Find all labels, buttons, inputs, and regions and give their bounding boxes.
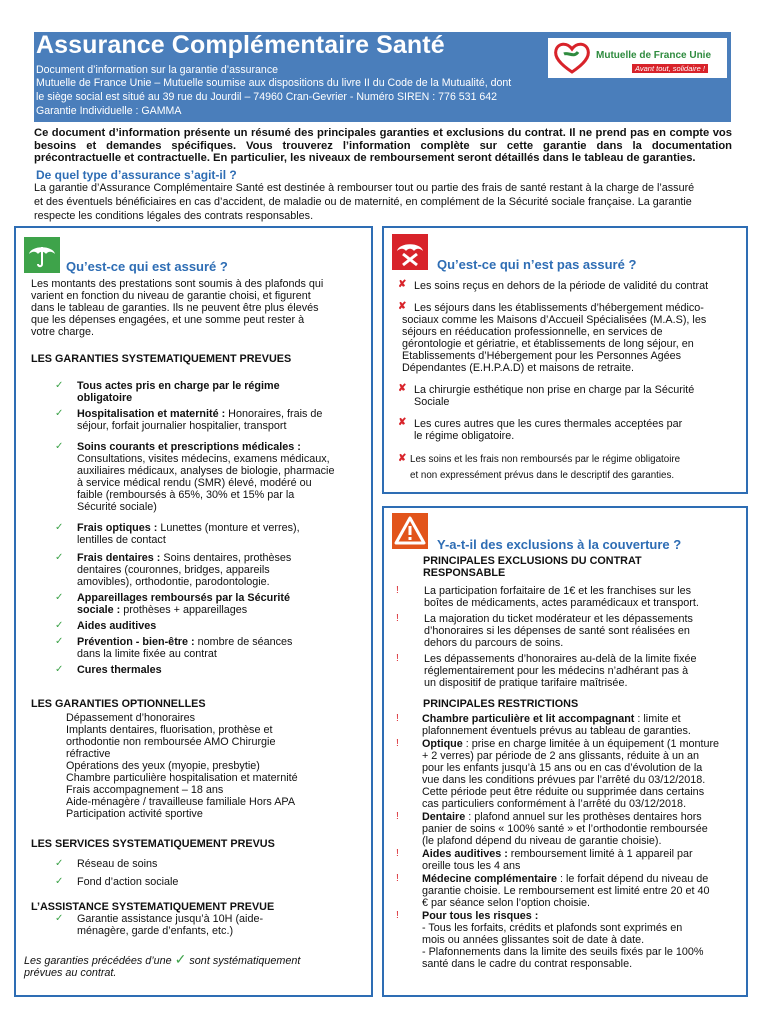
check-icon: ✓ [55,664,64,675]
check-icon: ✓ [55,876,64,887]
item-line: Les dépassements d’honoraires au-delà de la limite fixée [424,653,697,665]
check-icon: ✓ [55,380,64,391]
list-item [398,418,743,442]
logo-name: Mutuelle de France Unie [596,50,712,61]
list-item: Implants dentaires, fluorisation, prothèse et [66,724,273,736]
item-line: gérontologie et gériatrie, et établissements de long séjour, en [402,338,694,350]
item-line: boîtes de médicaments, actes paramédicaux et transport. [424,597,699,609]
systematic-list [55,380,355,676]
text-line: La garantie d’Assurance Complémentaire Santé est destinée à rembourser tout ou partie des frais de santé restant à la charge de l’assuré [34,182,695,194]
item-text: remboursement limité à 1 appareil par [507,848,693,860]
assistance-list [55,913,345,937]
exclamation-icon: ! [396,910,399,921]
check-icon: ✓ [55,913,64,924]
item-text: Lunettes (monture et verres), [157,522,300,534]
header-line: Garantie Individuelle : GAMMA [36,105,182,117]
list-item [396,613,741,649]
item-line: pour les enfants jusqu’à 15 ans ou en cas d’évolution de la [422,762,703,774]
list-item [55,408,355,432]
item-line: - Tous les forfaits, crédits et plafonds sont exprimés en [422,922,683,934]
item-text: Honoraires, frais de [225,408,323,420]
item-text: Fond d’action sociale [77,876,179,888]
item-line: séjour, forfait journalier hospitalier, transport [77,420,287,432]
exclamation-icon: ! [396,811,399,822]
item-line: d’honoraires si les dépenses de santé sont réalisées en [424,625,690,637]
restrictions-heading: PRINCIPALES RESTRICTIONS [423,698,579,710]
item-bold: Médecine complémentaire [422,873,558,885]
header-line: le siège social est situé au 39 rue du Jourdil – 74960 Cran-Gevrier - Numéro SIREN : 776 531 642 [36,91,498,103]
item-line: dans la limite fixée au contrat [77,648,217,660]
exclamation-icon: ! [396,713,399,724]
check-icon: ✓ [55,636,64,647]
item-bold: Soins courants et prescriptions médicales : [77,441,301,453]
systematic-heading: LES GARANTIES SYSTEMATIQUEMENT PREVUES [31,353,292,365]
item-line: sociale : [77,604,121,616]
text-line: varient en fonction du niveau de garantie choisi, et figurent [31,290,311,302]
exclusions-list [396,585,741,689]
item-line: le régime obligatoire. [414,430,515,442]
exclamation-icon: ! [396,585,399,596]
list-item: Participation activité sportive [66,808,203,820]
services-heading: LES SERVICES SYSTEMATIQUEMENT PREVUS [31,838,275,850]
item-line: santé dans le cadre du contrat responsable. [422,958,633,970]
cross-icon: ✘ [398,301,407,312]
list-item [55,620,355,632]
item-bold: Chambre particulière et lit accompagnant [422,713,635,725]
item-line: lentilles de contact [77,534,166,546]
item-line: Sécurité sociale) [77,501,157,513]
cross-icon: ✘ [398,453,407,464]
list-item [396,653,741,689]
item-text: nombre de séances [194,636,293,648]
item-line: un dispositif de pratique tarifaire maîtrisée. [424,677,628,689]
list-item [396,910,741,970]
item-line: oreille tous les 4 ans [422,860,521,872]
checkmark-footnote [24,953,354,979]
list-item [55,664,355,676]
text-line: votre charge. [31,326,95,338]
item-line: plafonnement éventuels prévus au tableau de garanties. [422,725,691,737]
insurance-type-text [34,181,734,223]
footnote-text: prévues au contrat. [24,967,117,979]
item-bold: Frais dentaires : [77,552,161,564]
cross-icon: ✘ [398,383,407,394]
heading-line: PRINCIPALES EXCLUSIONS DU CONTRAT [423,555,642,567]
umbrella-icon [24,237,60,273]
item-bold: Frais optiques : [77,522,158,534]
not-covered-list [398,280,743,484]
principal-exclusions-heading [423,555,642,579]
list-item: Chambre particulière hospitalisation et maternité [66,772,298,784]
page-title: Assurance Complémentaire Santé [36,31,445,59]
item-line: mois ou années glissantes soit de date à date. [422,934,645,946]
exclamation-icon: ! [396,738,399,749]
item-bold: Aides auditives : [422,848,508,860]
exclamation-icon: ! [396,873,399,884]
item-line: et non expressément prévus dans le descriptif des garanties. [410,470,675,481]
item-line: réglementairement pour les médecins n’adhérant pas à [424,665,689,677]
item-line: Cette période peut être réduite ou supprimée dans certains [422,786,705,798]
list-item: Opérations des yeux (myopie, presbytie) [66,760,260,772]
item-line: Les soins reçus en dehors de la période de validité du contrat [414,280,709,292]
item-line: Sociale [414,396,450,408]
list-item [396,738,741,810]
item-line: La chirurgie esthétique non prise en charge par la Sécurité [414,384,695,396]
list-item [55,592,355,616]
check-icon: ✓ [55,858,64,869]
heading-line: RESPONSABLE [423,567,506,579]
item-bold: Hospitalisation et maternité : [77,408,226,420]
item-line: Les cures autres que les cures thermales acceptées par [414,418,683,430]
item-line: panier de soins « 100% santé » et l’orthodontie remboursée [422,823,708,835]
text-line: que les dépenses engagées, et une somme peut rester à [31,314,305,326]
item-text: : plafond annuel sur les prothèses dentaires hors [465,811,702,823]
text-line: respecte les conditions légales des contrats responsables. [34,210,314,222]
list-item [55,913,345,937]
list-item: réfractive [66,748,111,760]
list-item [55,380,355,404]
item-text: : le forfait dépend du niveau de [557,873,709,885]
header-line: Document d’information sur la garantie d’assurance [36,64,279,76]
item-line: La participation forfaitaire de 1€ et les franchises sur les [424,585,692,597]
heart-logo-icon [552,40,592,76]
list-item: Aide-ménagère / travailleuse familiale Hors APA [66,796,296,808]
check-icon: ✓ [55,592,64,603]
covered-title: Qu’est-ce qui est assuré ? [66,259,228,274]
list-item [55,858,345,870]
list-item [55,636,355,660]
list-item [396,585,741,609]
assistance-heading: L’ASSISTANCE SYSTEMATIQUEMENT PREVUE [31,901,275,913]
list-item [55,522,355,546]
footnote-text: sont systématiquement [189,955,301,967]
item-line: (le plafond dépend du niveau de garantie choisie). [422,835,662,847]
item-line: ménagère, garde d’enfants, etc.) [77,925,234,937]
intro-text: Ce document d’information présente un résumé des principales garanties et exclusions du contrat. Il ne prend pas en compte vos besoins et demandes spécifiques. Vous trouverez l’information complète sur cette garantie dans la documentation précontractuelle et contractuelle. En particulier, les niveaux de remboursement seront détaillés dans le tableau de garanties. [34,127,732,164]
list-item [396,848,741,872]
optional-heading: LES GARANTIES OPTIONNELLES [31,698,206,710]
list-item [398,302,743,374]
restrictions-list [396,713,741,970]
item-bold: Dentaire [422,811,466,823]
item-text: Soins dentaires, prothèses [160,552,292,564]
list-item [396,811,741,847]
not-covered-title: Qu’est-ce qui n’est pas assuré ? [437,257,637,272]
item-line: - Plafonnements dans la limite des seuils fixés par le 100% [422,946,704,958]
check-icon: ✓ [55,408,64,419]
header-line: Mutuelle de France Unie – Mutuelle soumise aux dispositions du livre II du Code de la Mutualité, dont [36,77,512,89]
text-line: et des éventuels bénéficiaires en cas d’accident, de maladie ou de maternité, en complément de la Sécurité sociale française. La garantie [34,196,692,208]
check-icon: ✓ [55,620,64,631]
list-item [396,873,741,909]
list-item: orthodontie non remboursée AMO Chirurgie [66,736,276,748]
item-line: Les séjours dans les établissements d’hébergement médico- [414,302,704,314]
item-line: Consultations, visites médecins, examens médicaux, [77,453,330,465]
item-line: dehors du parcours de soins. [424,637,564,649]
insurance-type-heading: De quel type d’assurance s’agit-il ? [36,168,237,182]
list-item [398,452,743,484]
item-text: : limite et [634,713,681,725]
item-line: sociaux comme les Maisons d’Accueil Spécialisées (M.A.S), les [402,314,707,326]
item-line: faible (remboursés à 65%, 30% et 15% par la [77,489,295,501]
list-item [55,552,355,588]
item-line: La majoration du ticket modérateur et les dépassements [424,613,693,625]
list-item [396,713,741,737]
warning-icon [392,513,428,549]
item-line: auxiliaires médicaux, analyses de biologie, pharmacie [77,465,335,477]
list-item: Frais accompagnement – 18 ans [66,784,224,796]
item-text: prothèses + appareillages [120,604,248,616]
item-bold: Cures thermales [77,664,162,676]
item-line: amovibles), orthodontie, parodontologie. [77,576,270,588]
item-bold: Optique [422,738,463,750]
check-icon: ✓ [55,522,64,533]
item-line: garantie choisie. Le remboursement est limité entre 20 et 40 [422,885,710,897]
item-bold: Tous actes pris en charge par le régime [77,380,280,392]
optional-list [66,712,356,820]
exclamation-icon: ! [396,613,399,624]
list-item [55,441,355,513]
check-icon: ✓ [55,441,64,452]
list-item [398,280,743,292]
item-line: + 2 verres) par période de 2 ans glissants, réduite à un an [422,750,699,762]
item-line: € par séance selon l’option choisie. [422,897,591,909]
cross-icon: ✘ [398,279,407,290]
item-line: Les soins et les frais non remboursés par le régime obligatoire [410,454,681,465]
check-icon: ✓ [174,951,187,967]
item-line: Dépendantes (E.H.P.A.D) et maisons de retraite. [402,362,635,374]
not-covered-umbrella-icon [392,234,428,270]
list-item [55,876,345,888]
exclamation-icon: ! [396,848,399,859]
item-bold: Aides auditives [77,620,157,632]
exclamation-icon: ! [396,653,399,664]
item-text: Réseau de soins [77,858,158,870]
item-line: dentaires (couronnes, bridges, appareils [77,564,270,576]
cross-icon: ✘ [398,417,407,428]
item-bold: Pour tous les risques : [422,910,539,922]
list-item [398,384,743,408]
item-bold: Appareillages remboursés par la Sécurité [77,592,291,604]
item-line: séjours en rééducation professionnelle, en services de [402,326,663,338]
logo-tagline: Avant tout, solidaire ! [632,64,708,73]
item-line: Etablissements d’Hébergement pour les Personnes Agées [402,350,682,362]
item-line: cas particuliers conformément à l’arrêté du 03/12/2018. [422,798,687,810]
list-item: Dépassement d’honoraires [66,712,196,724]
text-line: dans le tableau de garanties. Ils ne peuvent être plus élevés [31,302,319,314]
item-bold: Prévention - bien-être : [77,636,195,648]
covered-intro [31,278,361,338]
item-line: Garantie assistance jusqu’à 10H (aide- [77,913,264,925]
check-icon: ✓ [55,552,64,563]
text-line: Les montants des prestations sont soumis à des plafonds qui [31,278,324,290]
exclusions-title: Y-a-t-il des exclusions à la couverture ? [437,537,682,552]
item-line: à service médical rendu (SMR) élevé, modéré ou [77,477,312,489]
item-line: obligatoire [77,392,133,404]
services-list [55,858,345,888]
item-line: vue dans les conditions prévues par l’arrêté du 03/12/2018. [422,774,706,786]
footnote-text: Les garanties précédées d’une [24,955,172,967]
item-text: : prise en charge limitée à un équipement (1 monture [462,738,720,750]
